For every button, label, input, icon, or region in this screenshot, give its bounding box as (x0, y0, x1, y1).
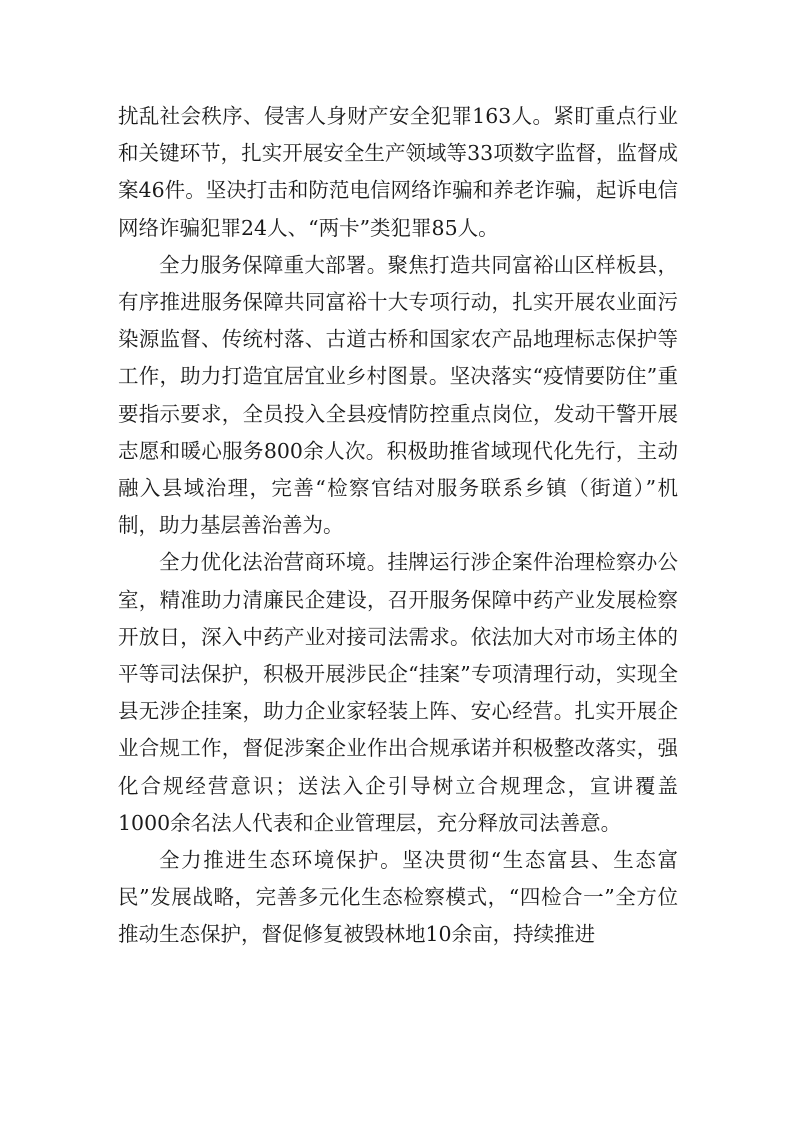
paragraph-business-environment: 全力优化法治营商环境。挂牌运行涉企案件治理检察办公室，精准助力清廉民企建设，召开服务保障中药产业发展检察开放日，深入中药产业对接司法需求。依法加大对市场主体的平等司法保护，积极开展涉民企“挂案”专项清理行动，实现全县无涉企挂案，助力企业家轻装上阵、安心经营。扎实开展企业合规工作，督促涉案企业作出合规承诺并积极整改落实，强化合规经营意识；送法入企引导树立合规理念，宣讲覆盖1000余名法人代表和企业管理层，充分释放司法善意。 (118, 550, 678, 835)
document-body (118, 98, 678, 954)
paragraph-continuation: 扰乱社会秩序、侵害人身财产安全犯罪163人。紧盯重点行业和关键环节，扎实开展安全生产领域等33项数字监督，监督成案46件。坚决打击和防范电信网络诈骗和养老诈骗，起诉电信网络诈骗犯罪24人、“两卡”类犯罪85人。 (118, 104, 678, 240)
paragraph-service-guarantee: 全力服务保障重大部署。聚焦打造共同富裕山区样板县，有序推进服务保障共同富裕十大专项行动，扎实开展农业面污染源监督、传统村落、古道古桥和国家农产品地理标志保护等工作，助力打造宜居宜业乡村图景。坚决落实“疫情要防住”重要指示要求，全员投入全县疫情防控重点岗位，发动干警开展志愿和暖心服务800余人次。积极助推省域现代化先行，主动融入县域治理，完善“检察官结对服务联系乡镇（街道）”机制，助力基层善治善为。 (118, 252, 678, 538)
paragraph-ecological-protection: 全力推进生态环境保护。坚决贯彻“生态富县、生态富民”发展战略，完善多元化生态检察模式，“四检合一”全方位推动生态保护，督促修复被毁林地10余亩，持续推进 (118, 848, 678, 947)
